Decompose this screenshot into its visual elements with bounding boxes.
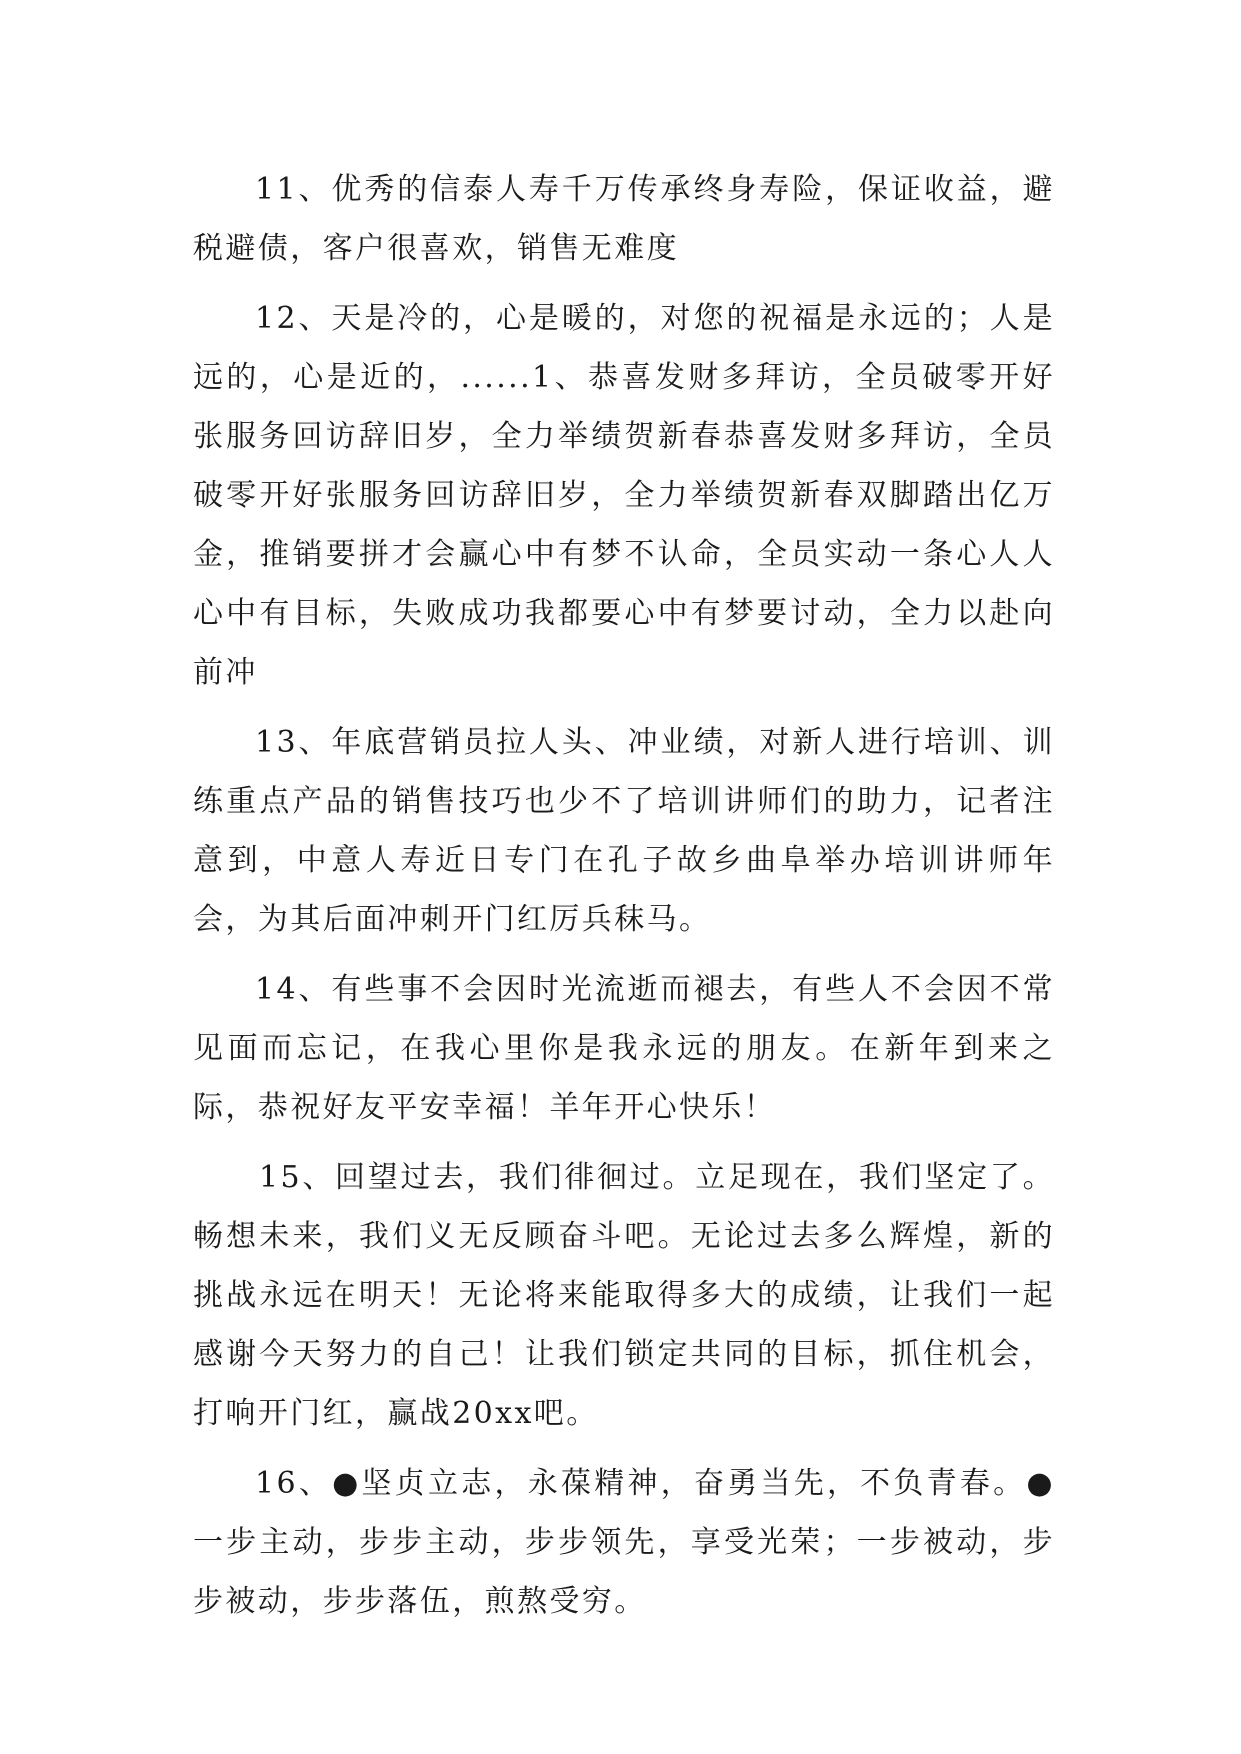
paragraph-12: 12、天是冷的，心是暖的，对您的祝福是永远的；人是远的，心是近的，......1、恭喜发财多拜访，全员破零开好张服务回访辞旧岁，全力举绩贺新春恭喜发财多拜访，全员破零开好张服务回访辞旧岁，全力举绩贺新春双脚踏出亿万金，推销要拼才会赢心中有梦不认命，全员实动一条心人人心中有目标，失败成功我都要心中有梦要讨动，全力以赴向前冲 (193, 301, 1055, 690)
paragraph-15: 15、回望过去，我们徘徊过。立足现在，我们坚定了。畅想未来，我们义无反顾奋斗吧。无论过去多么辉煌，新的挑战永远在明天！无论将来能取得多大的成绩，让我们一起感谢今天努力的自己！让我们锁定共同的目标，抓住机会，打响开门红，赢战20xx吧。 (193, 1160, 1055, 1431)
paragraph-11: 11、优秀的信泰人寿千万传承终身寿险，保证收益，避税避债，客户很喜欢，销售无难度 (193, 172, 1055, 266)
paragraph-13: 13、年底营销员拉人头、冲业绩，对新人进行培训、训练重点产品的销售技巧也少不了培训讲师们的助力，记者注意到，中意人寿近日专门在孔子故乡曲阜举办培训讲师年会，为其后面冲刺开门红厉兵秣马。 (193, 725, 1055, 937)
document-body (193, 160, 1055, 1642)
paragraph-16: 16、●坚贞立志，永葆精神，奋勇当先，不负青春。●一步主动，步步主动，步步领先，享受光荣；一步被动，步步被动，步步落伍，煎熬受穷。 (193, 1466, 1055, 1619)
paragraph-14: 14、有些事不会因时光流逝而褪去，有些人不会因不常见面而忘记，在我心里你是我永远的朋友。在新年到来之际，恭祝好友平安幸福！羊年开心快乐！ (193, 972, 1055, 1125)
